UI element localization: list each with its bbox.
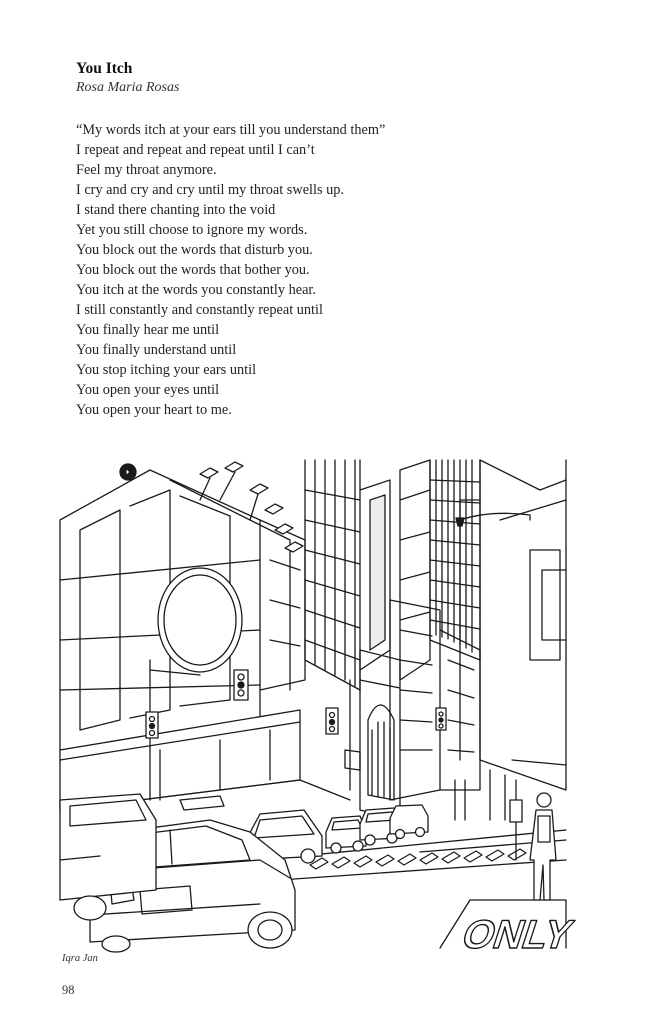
poem-line: Feel my throat anymore.: [76, 162, 217, 178]
glass-tower: [430, 460, 480, 660]
poem-line: You itch at the words you constantly hear.: [76, 282, 316, 298]
poem-line: I cry and cry and cry until my throat swells up.: [76, 182, 344, 198]
poem-line: You finally hear me until: [76, 322, 220, 338]
poem-line: You stop itching your ears until: [76, 362, 257, 378]
poem-line: You block out the words that bother you.: [76, 262, 310, 278]
poem-line: You open your eyes until: [76, 382, 220, 398]
poem-line: You block out the words that disturb you.: [76, 242, 313, 258]
poem-line: I still constantly and constantly repeat until: [76, 302, 323, 318]
street-pole: [510, 780, 522, 860]
circular-sign: [158, 568, 242, 672]
street-light: [456, 513, 530, 526]
lane-marking: [440, 900, 579, 957]
poem-line: Yet you still choose to ignore my words.: [76, 222, 308, 238]
poem-line: You open your heart to me.: [76, 402, 232, 418]
poem-line: You finally understand until: [76, 342, 237, 358]
poem-line: “My words itch at your ears till you understand them”: [76, 122, 386, 138]
illustration-credit: Iqra Jan: [62, 953, 98, 964]
central-tower: [305, 460, 390, 690]
street-marking-text: ONLY: [456, 911, 579, 957]
poem-author: Rosa Maria Rosas: [76, 80, 180, 95]
poem-title: You Itch: [76, 60, 133, 77]
poem-line: I repeat and repeat and repeat until I can’t: [76, 142, 315, 158]
pedestrian: [530, 793, 556, 900]
city-street-illustration: [60, 460, 579, 957]
storefront: [60, 710, 350, 810]
page-number: 98: [62, 983, 75, 997]
poem-line: I stand there chanting into the void: [76, 202, 276, 218]
poem-body: [76, 120, 385, 420]
arched-building: [345, 650, 400, 820]
